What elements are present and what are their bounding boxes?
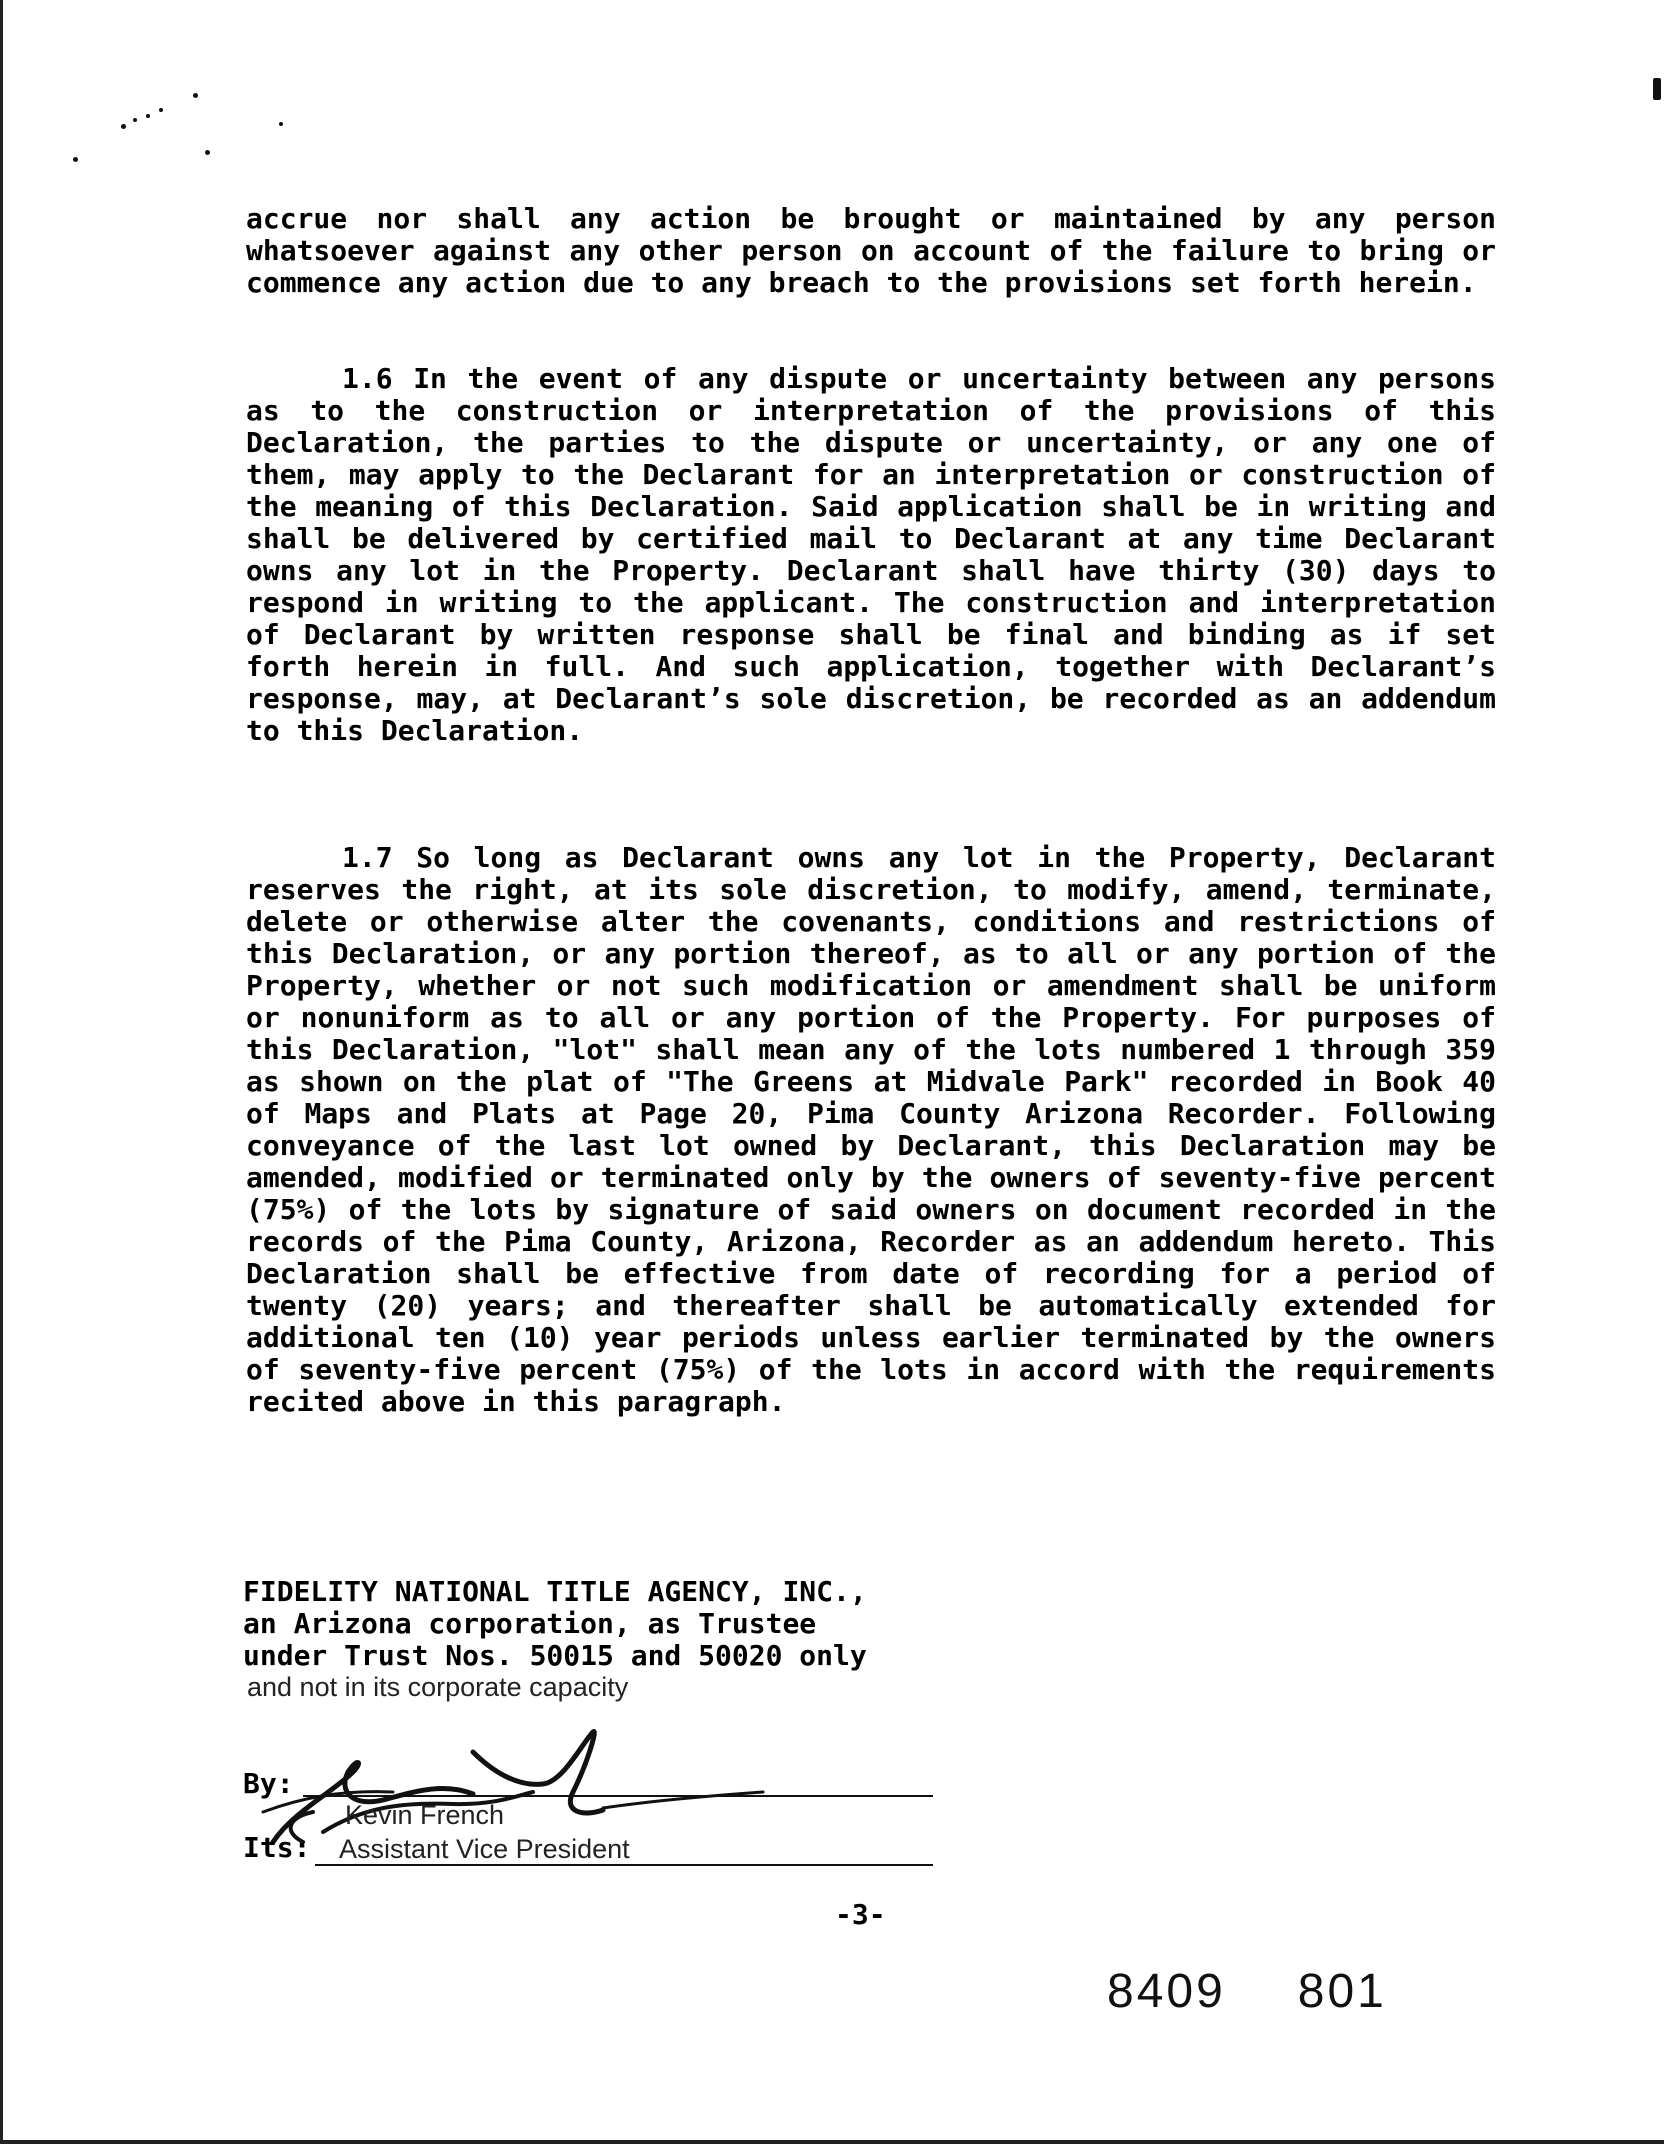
entity-description: an Arizona corporation, as Trustee <box>243 1607 817 1640</box>
recording-page-number: 801 <box>1297 1965 1387 2018</box>
paragraph-continued: accrue nor shall any action be brought or maintained by any person whatsoever against any other person on account of the failure to bring or commence any action due to any breach to the provisions set forth herein. <box>246 202 1496 299</box>
paragraph-1-7: 1.7 So long as Declarant owns any lot in the Property, Declarant reserves the right, at its sole discretion, to modify, amend, terminate, delete or otherwise alter the covenants, conditions and restrictions of this Declaration, or any portion thereof, as to all or any portion of the Property, whether or not such modification or amendment shall be uniform or nonuniform as to all or any portion of the Property. For purposes of this Declaration, "lot" shall mean any of the lots numbered 1 through 359 as shown on the plat of "The Greens at Midvale Park" recorded in Book 40 of Maps and Plats at Page 20, Pima County Arizona Recorder. Following conveyance of the last lot owned by Declarant, this Declaration may be amended, modified or terminated only by the owners of seventy-five percent (75%) of the lots by signature of said owners on document recorded in the records of the Pima County, Arizona, Recorder as an addendum hereto. This Declaration shall be effective from date of recording for a period of twenty (20) years; and thereafter shall be automatically extended for additional ten (10) year periods unless earlier terminated by the owners of seventy-five percent (75%) of the lots in accord with the requirements recited above in this paragraph. <box>246 841 1496 1418</box>
page-number: -3- <box>835 1898 886 1931</box>
recording-stamp <box>1107 1964 1387 2019</box>
recording-book-number: 8409 <box>1107 1965 1226 2018</box>
signer-title: Assistant Vice President <box>339 1834 630 1864</box>
signer-name: Kevin French <box>345 1800 505 1830</box>
title-line <box>315 1864 933 1866</box>
its-label: Its: <box>243 1831 311 1864</box>
entity-name: FIDELITY NATIONAL TITLE AGENCY, INC., <box>243 1575 867 1608</box>
entity-capacity: and not in its corporate capacity <box>247 1672 629 1702</box>
paragraph-1-6: 1.6 In the event of any dispute or uncertainty between any persons as to the construction or interpretation of the provisions of this Declaration, the parties to the dispute or uncertainty, or any one of them, may apply to the Declarant for an interpretation or construction of the meaning of this Declaration. Said application shall be in writing and shall be delivered by certified mail to Declarant at any time Declarant owns any lot in the Property. Declarant shall have thirty (30) days to respond in writing to the applicant. The construction and interpretation of Declarant by written response shall be final and binding as if set forth herein in full. And such application, together with Declarant’s response, may, at Declarant’s sole discretion, be recorded as an addendum to this Declaration. <box>246 362 1496 747</box>
by-label: By: <box>243 1767 294 1800</box>
entity-trust-numbers: under Trust Nos. 50015 and 50020 only <box>243 1639 867 1672</box>
